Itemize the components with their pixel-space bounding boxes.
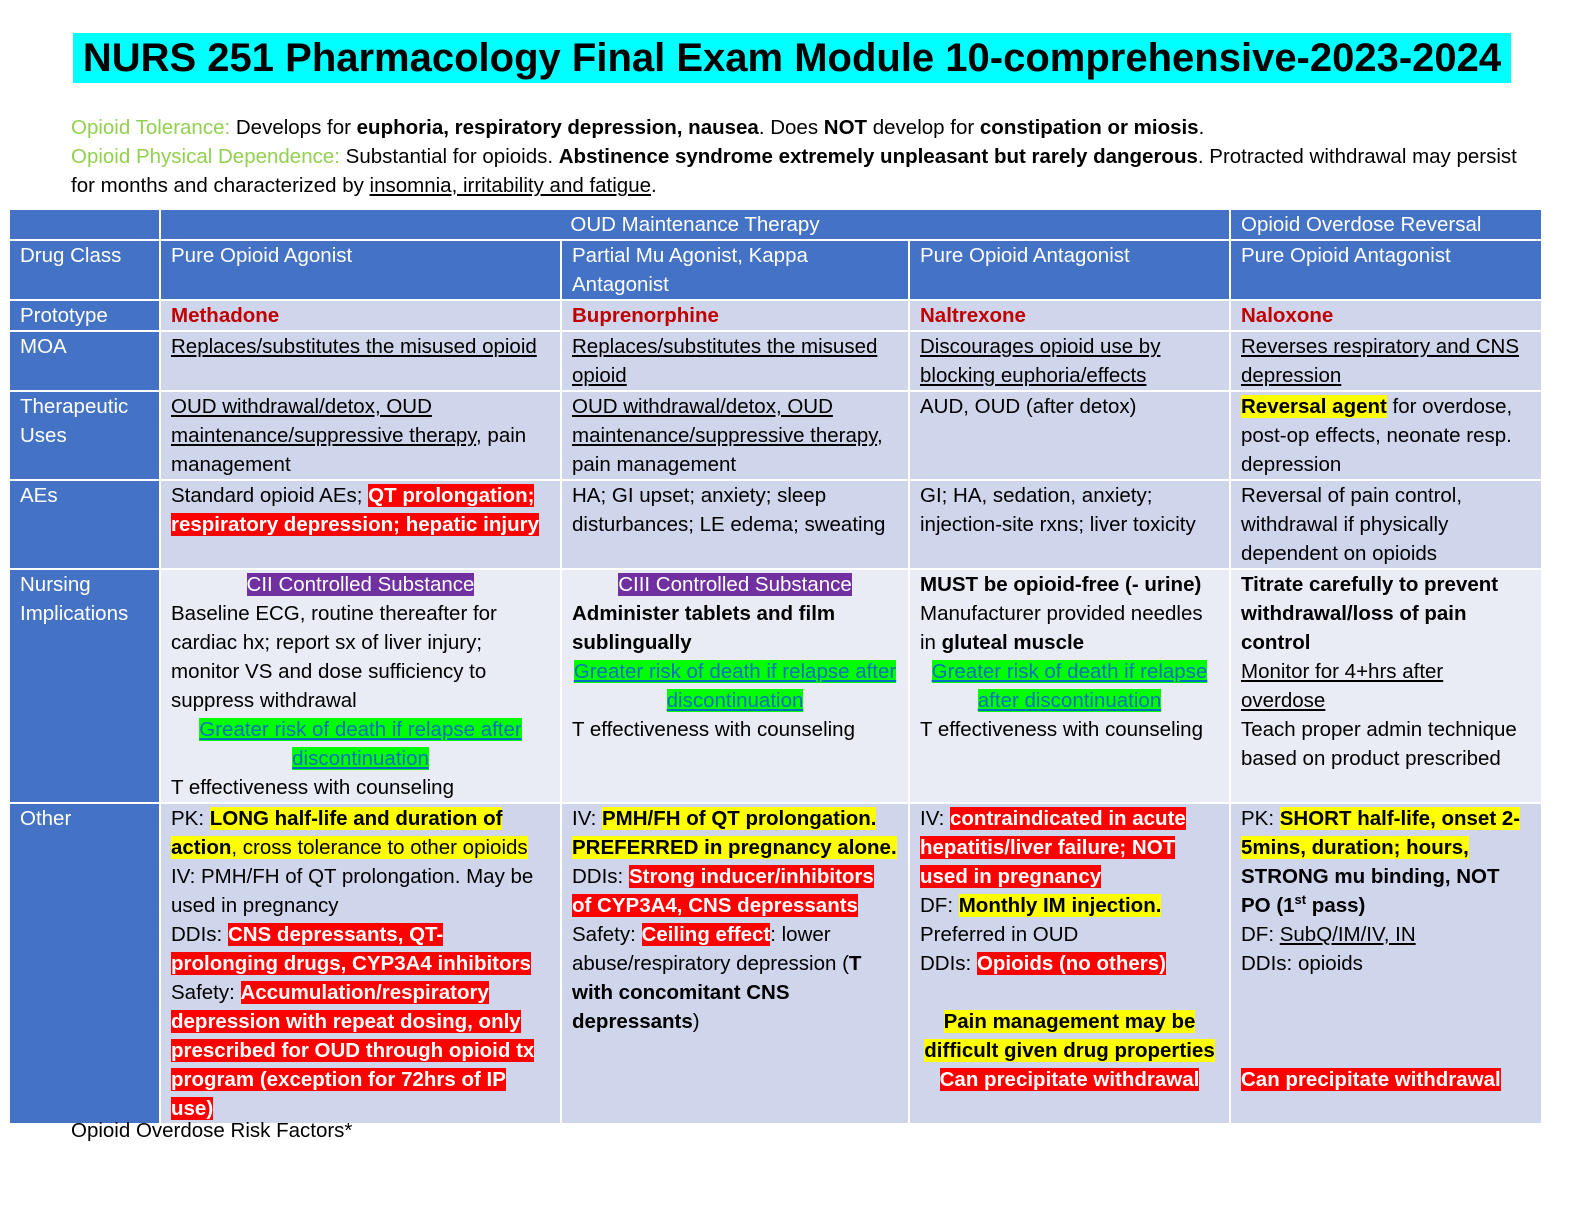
- nursing-text: T effectiveness with counseling: [572, 718, 855, 741]
- other-text: DDIs:: [171, 923, 228, 946]
- nursing-text: T effectiveness with counseling: [171, 776, 454, 799]
- nursing-cell: [561, 569, 909, 803]
- uses-cell: AUD, OUD (after detox): [909, 391, 1230, 480]
- other-yellow-highlight: Pain management may be difficult given drug properties: [924, 1010, 1215, 1062]
- other-bold: T with concomitant CNS depressants: [572, 952, 862, 1033]
- row-label-uses: Therapeutic Uses: [9, 391, 160, 480]
- uses-underlined: OUD withdrawal/detox, OUD maintenance/suppressive therapy: [572, 395, 878, 447]
- uses-text: , pain management: [572, 424, 883, 476]
- other-text: DF:: [1241, 923, 1280, 946]
- tolerance-bold: NOT: [823, 116, 868, 139]
- tolerance-line: [71, 113, 1531, 142]
- other-text: PK:: [1241, 807, 1280, 830]
- group-oud: OUD Maintenance Therapy: [160, 209, 1230, 240]
- other-red-highlight: CNS depressants, QT-prolonging drugs, CYP3A4 inhibitors: [171, 923, 531, 975]
- drug-table: [8, 208, 1543, 1125]
- tolerance-bold: euphoria, respiratory depression, nausea: [356, 116, 759, 139]
- other-text: DDIs: opioids: [1241, 952, 1363, 975]
- row-label-moa: MOA: [9, 331, 160, 391]
- row-label-drug-class: Drug Class: [9, 240, 160, 300]
- drug-class-cell: Partial Mu Agonist, Kappa Antagonist: [561, 240, 909, 300]
- relapse-warning: Greater risk of death if relapse after discontinuation: [199, 718, 522, 770]
- other-yellow-highlight: PMH/FH of QT prolongation. PREFERRED in pregnancy alone.: [572, 807, 897, 859]
- other-text: DDIs:: [572, 865, 629, 888]
- nursing-cell: [1230, 569, 1542, 803]
- other-cell: [561, 803, 909, 1124]
- other-text: ): [692, 1010, 700, 1033]
- other-yellow-highlight: SHORT half-life, onset 2-5mins, duration; hours,: [1241, 807, 1521, 859]
- nursing-cell: [909, 569, 1230, 803]
- uses-row: [9, 391, 1542, 480]
- prototype-cell: Methadone: [160, 300, 561, 331]
- tolerance-text: develop for: [867, 116, 980, 139]
- uses-text: for overdose, post-op effects, neonate resp. depression: [1241, 395, 1513, 476]
- controlled-substance-badge: CII Controlled Substance: [246, 573, 475, 596]
- prototype-cell: Naltrexone: [909, 300, 1230, 331]
- other-bold: STRONG mu binding, NOT PO (1: [1241, 865, 1500, 917]
- intro-paragraph: [71, 113, 1531, 200]
- group-reversal: Opioid Overdose Reversal: [1230, 209, 1542, 240]
- moa-cell: Discourages opioid use by blocking euphoria/effects: [909, 331, 1230, 391]
- prototype-row: [9, 300, 1542, 331]
- drug-class-cell: Pure Opioid Antagonist: [1230, 240, 1542, 300]
- other-text: Safety:: [171, 981, 241, 1004]
- uses-highlight: Reversal agent: [1241, 395, 1387, 418]
- tolerance-text: . Does: [758, 116, 824, 139]
- aes-cell: Reversal of pain control, withdrawal if physically dependent on opioids: [1230, 480, 1542, 569]
- dependence-text: . Protracted withdrawal may persist for months and characterized by: [71, 145, 1517, 197]
- other-red-highlight: Ceiling effect: [641, 923, 771, 946]
- nursing-row: [9, 569, 1542, 803]
- dependence-line: [71, 142, 1531, 200]
- other-text: PK:: [171, 807, 210, 830]
- drug-class-cell: Pure Opioid Agonist: [160, 240, 561, 300]
- moa-cell: Replaces/substitutes the misused opioid: [160, 331, 561, 391]
- uses-underlined: OUD withdrawal/detox, OUD maintenance/suppressive therapy: [171, 395, 477, 447]
- moa-cell: Reverses respiratory and CNS depression: [1230, 331, 1542, 391]
- tolerance-label: Opioid Tolerance:: [71, 116, 231, 139]
- moa-row: [9, 331, 1542, 391]
- aes-cell: HA; GI upset; anxiety; sleep disturbances; LE edema; sweating: [561, 480, 909, 569]
- aes-cell: [160, 480, 561, 569]
- dependence-text: Substantial for opioids.: [339, 145, 559, 168]
- other-text: Safety:: [572, 923, 642, 946]
- other-red-highlight: Opioids (no others): [976, 952, 1166, 975]
- nursing-text: Baseline ECG, routine thereafter for cardiac hx; report sx of liver injury; monitor VS and dose sufficiency to suppress withdrawal: [171, 602, 497, 712]
- tolerance-text: .: [1198, 116, 1205, 139]
- other-cell: [909, 803, 1230, 1124]
- other-superscript: st: [1294, 892, 1307, 908]
- tolerance-text: Develops for: [230, 116, 357, 139]
- nursing-text: T effectiveness with counseling: [920, 718, 1203, 741]
- drug-class-row: [9, 240, 1542, 300]
- other-text: Preferred in OUD: [920, 923, 1079, 946]
- other-text: DF:: [920, 894, 959, 917]
- nursing-underlined: Monitor for 4+hrs after overdose: [1241, 660, 1444, 712]
- precipitate-withdrawal-warning: Can precipitate withdrawal: [1241, 1068, 1501, 1091]
- group-header-row: [9, 209, 1542, 240]
- nursing-cell: [160, 569, 561, 803]
- relapse-warning: Greater risk of death if relapse after discontinuation: [573, 660, 897, 712]
- corner-cell: [9, 209, 160, 240]
- row-label-nursing: Nursing Implications: [9, 569, 160, 803]
- nursing-text: Manufacturer provided needles in: [920, 602, 1203, 654]
- dependence-text: .: [651, 174, 657, 197]
- row-label-other: Other: [9, 803, 160, 1124]
- aes-cell: GI; HA, sedation, anxiety; injection-site rxns; liver toxicity: [909, 480, 1230, 569]
- nursing-bold: Titrate carefully to prevent withdrawal/loss of pain control: [1241, 573, 1499, 654]
- page-title: NURS 251 Pharmacology Final Exam Module 10-comprehensive-2023-2024: [73, 33, 1511, 83]
- uses-text: , pain management: [171, 424, 527, 476]
- other-text: IV:: [572, 807, 602, 830]
- nursing-bold: MUST be opioid-free (- urine): [920, 573, 1202, 596]
- moa-cell: Replaces/substitutes the misused opioid: [561, 331, 909, 391]
- other-text: : lower abuse/respiratory depression (: [572, 923, 849, 975]
- other-cell: [1230, 803, 1542, 1124]
- dependence-label: Opioid Physical Dependence:: [71, 145, 340, 168]
- row-label-prototype: Prototype: [9, 300, 160, 331]
- prototype-cell: Buprenorphine: [561, 300, 909, 331]
- tolerance-bold: constipation or miosis: [979, 116, 1199, 139]
- dependence-bold: Abstinence syndrome extremely unpleasant but rarely dangerous: [558, 145, 1198, 168]
- other-row: [9, 803, 1542, 1124]
- controlled-substance-badge: CIII Controlled Substance: [618, 573, 852, 596]
- aes-text: Standard opioid AEs;: [171, 484, 369, 507]
- other-text: IV:: [920, 807, 950, 830]
- other-yellow-highlight: LONG half-life and duration of action: [171, 807, 503, 859]
- row-label-aes: AEs: [9, 480, 160, 569]
- nursing-bold: gluteal muscle: [941, 631, 1085, 654]
- nursing-text: Teach proper admin technique based on product prescribed: [1241, 718, 1517, 770]
- aes-red-highlight: QT prolongation; respiratory depression; hepatic injury: [171, 484, 539, 536]
- uses-cell: [561, 391, 909, 480]
- other-red-highlight: Strong inducer/inhibitors of CYP3A4, CNS depressants: [572, 865, 874, 917]
- precipitate-withdrawal-warning: Can precipitate withdrawal: [939, 1068, 1200, 1091]
- drug-class-cell: Pure Opioid Antagonist: [909, 240, 1230, 300]
- uses-cell: [1230, 391, 1542, 480]
- dependence-underlined: insomnia, irritability and fatigue: [369, 174, 651, 197]
- other-yellow-highlight: Monthly IM injection.: [958, 894, 1162, 917]
- uses-cell: [160, 391, 561, 480]
- other-cell: [160, 803, 561, 1124]
- other-text: IV: PMH/FH of QT prolongation. May be used in pregnancy: [171, 865, 534, 917]
- other-red-highlight: Accumulation/respiratory depression with repeat dosing, only prescribed for OUD through opioid tx program (exception for 72hrs of IP use): [171, 981, 535, 1120]
- other-bold: pass): [1306, 894, 1366, 917]
- other-text: DDIs:: [920, 952, 977, 975]
- footer-note: Opioid Overdose Risk Factors*: [71, 1119, 353, 1142]
- other-underlined: SubQ/IM/IV, IN: [1279, 923, 1416, 946]
- other-red-highlight: contraindicated in acute hepatitis/liver failure; NOT used in pregnancy: [920, 807, 1186, 888]
- other-yellow-highlight: , cross tolerance to other opioids: [231, 836, 528, 859]
- title-wrap: [0, 33, 1584, 83]
- relapse-warning: Greater risk of death if relapse after discontinuation: [931, 660, 1208, 712]
- prototype-cell: Naloxone: [1230, 300, 1542, 331]
- aes-row: [9, 480, 1542, 569]
- nursing-bold: Administer tablets and film sublingually: [572, 602, 836, 654]
